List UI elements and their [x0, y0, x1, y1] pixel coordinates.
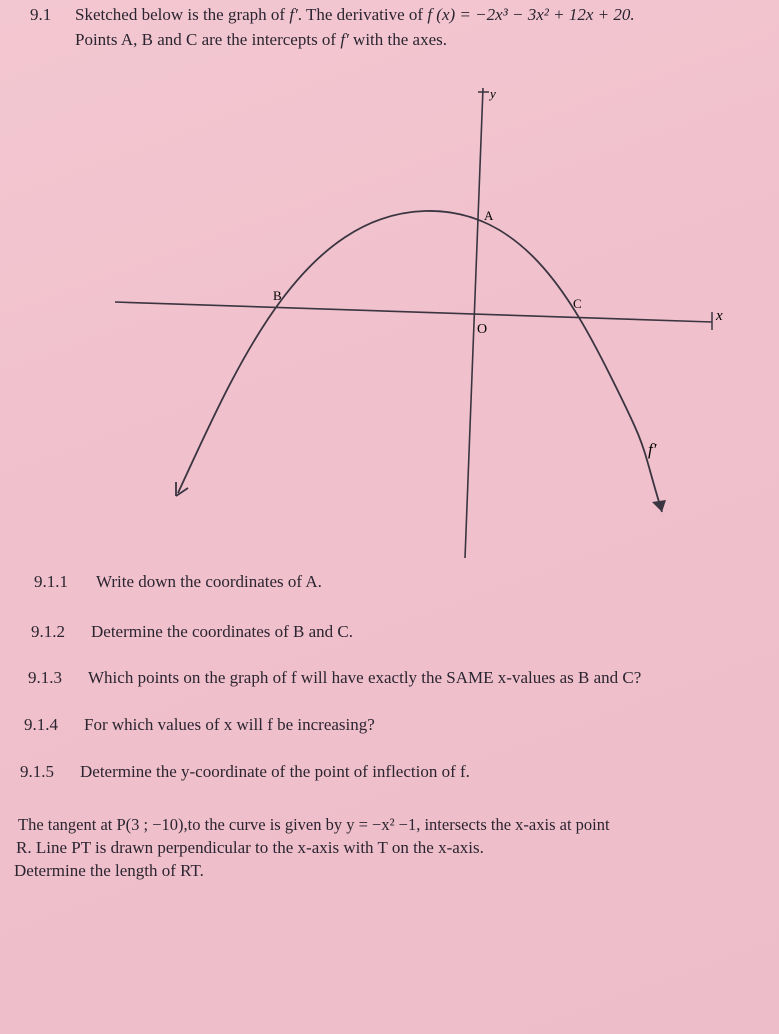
subquestion-4 — [24, 715, 375, 735]
q-text-c: Points A, B and C are the intercepts of — [75, 30, 341, 49]
subquestion-1 — [34, 572, 322, 592]
f-prime-symbol: f′ — [289, 5, 298, 24]
x-axis-label: x — [716, 308, 723, 324]
q-text-b: . The derivative of — [297, 5, 428, 24]
subquestion-2 — [31, 622, 353, 642]
subquestion-text: Determine the coordinates of B and C. — [91, 622, 354, 641]
label-c: C — [573, 296, 582, 311]
label-a: A — [484, 208, 494, 223]
label-b: B — [273, 288, 282, 303]
x-axis — [115, 302, 712, 322]
question-number: 9.1 — [30, 5, 52, 24]
subquestion-text: Write down the coordinates of A. — [96, 572, 322, 591]
q-text-d: with the axes. — [348, 30, 447, 49]
subquestion-number: 9.1.3 — [28, 668, 62, 687]
q-text-a: Sketched below is the graph of — [75, 5, 290, 24]
function-definition: f (x) = −2x³ − 3x² + 12x + 20. — [427, 5, 635, 24]
subquestion-number: 9.1.1 — [34, 572, 68, 591]
subquestion-text: Which points on the graph of f will have exactly the SAME x-values as B and C? — [88, 668, 642, 687]
curve-label: f′ — [648, 440, 657, 459]
f-prime-curve — [178, 211, 662, 512]
tangent-question-line-1: The tangent at P(3 ; −10),to the curve is given by y = −x² −1, intersects the x-axis at point — [18, 815, 610, 834]
label-origin: O — [477, 322, 488, 337]
tangent-question-line-3: Determine the length of RT. — [14, 861, 204, 880]
subquestion-5 — [20, 762, 470, 782]
curve-right-arrowhead — [652, 500, 666, 512]
subquestion-text: For which values of x will f be increasing? — [84, 715, 375, 734]
subquestion-number: 9.1.4 — [24, 715, 58, 734]
y-axis-label: y — [490, 86, 496, 101]
tangent-question-line-2: R. Line PT is drawn perpendicular to the x-axis with T on the x-axis. — [16, 838, 484, 857]
subquestion-number: 9.1.2 — [31, 622, 65, 641]
subquestion-3 — [28, 668, 641, 688]
f-prime-symbol-2: f′ — [340, 30, 349, 49]
subquestion-number: 9.1.5 — [20, 762, 54, 781]
subquestion-text: Determine the y-coordinate of the point of inflection of f. — [80, 762, 470, 781]
